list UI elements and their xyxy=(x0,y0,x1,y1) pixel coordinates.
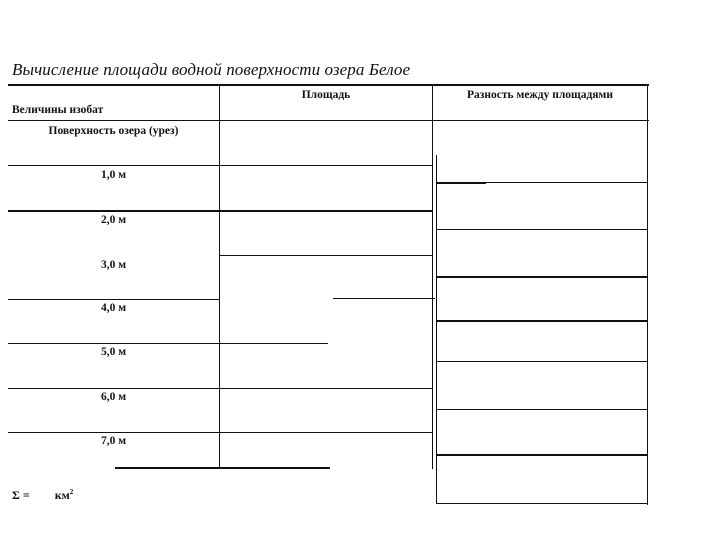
diff-divider xyxy=(436,361,648,362)
row-divider xyxy=(8,210,432,212)
sum-symbol: Σ = xyxy=(12,488,30,502)
sum-label xyxy=(12,488,73,503)
diff-divider xyxy=(436,454,648,456)
diff-divider xyxy=(436,276,648,278)
column-divider-1 xyxy=(219,85,220,469)
sum-unit: $км^2$ xyxy=(54,488,74,502)
header-isobath: Величины изобат xyxy=(12,104,104,116)
row-divider xyxy=(333,298,435,299)
row-label-7m: 7,0 м xyxy=(100,435,127,447)
row-label-4m: 4,0 м xyxy=(100,302,127,314)
row-divider xyxy=(219,255,432,256)
column-divider-2-lower xyxy=(436,155,437,504)
row-divider xyxy=(8,388,432,389)
column-divider-2 xyxy=(432,85,433,469)
diff-divider xyxy=(436,229,648,230)
row-label-surface: Поверхность озера (урез) xyxy=(48,125,179,137)
row-divider xyxy=(115,467,330,469)
row-label-1m: 1,0 м xyxy=(100,169,127,181)
row-label-6m: 6,0 м xyxy=(100,391,127,403)
header-area: Площадь xyxy=(301,89,351,101)
diff-divider xyxy=(486,182,648,183)
row-label-2m: 2,0 м xyxy=(100,214,127,226)
row-divider xyxy=(8,343,328,344)
row-label-3m: 3,0 м xyxy=(100,259,127,271)
table-top-border xyxy=(8,84,649,86)
header-divider xyxy=(8,120,649,121)
diff-divider xyxy=(436,182,486,184)
document-title: Вычисление площади водной поверхности озера Белое xyxy=(12,60,411,79)
row-label-5m: 5,0 м xyxy=(100,346,127,358)
right-border xyxy=(647,85,648,505)
row-divider xyxy=(8,165,432,166)
table-bottom-border xyxy=(436,503,648,504)
row-divider xyxy=(8,299,220,300)
sum-unit-exponent: 2 xyxy=(69,488,74,496)
diff-divider xyxy=(436,409,648,410)
header-difference: Разность между площадями xyxy=(467,89,613,101)
row-divider xyxy=(8,432,432,433)
diff-divider xyxy=(436,320,648,322)
